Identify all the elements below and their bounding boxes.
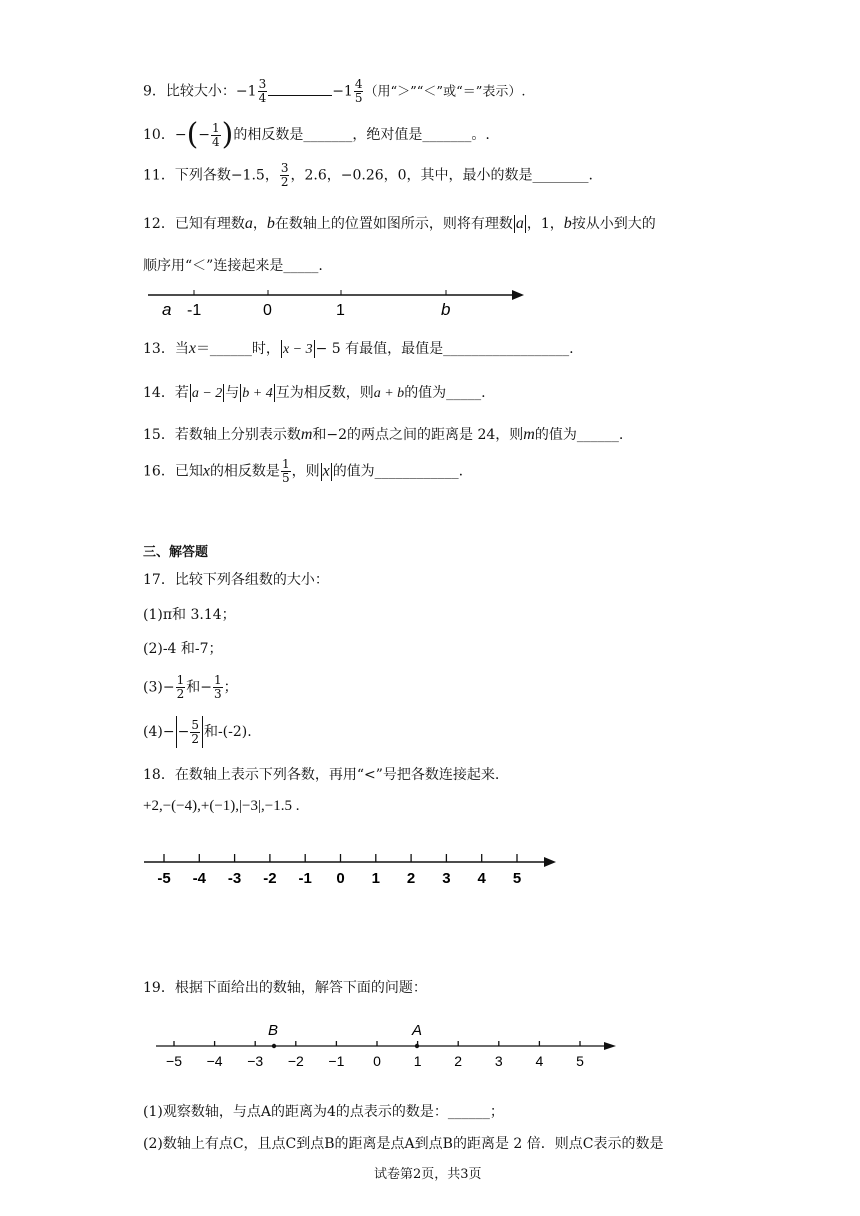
q19-label-b: B <box>268 1022 279 1039</box>
q18-tick-label: -4 <box>192 870 206 887</box>
q12-label-1: 1 <box>336 302 345 319</box>
q16-pre: 16．已知 <box>143 463 203 480</box>
q12-b2: b <box>563 215 572 232</box>
question-19-part1: (1)观察数轴，与点A的距离为4的点表示的数是：______； <box>143 1104 504 1120</box>
q15-text3: 的两点之间的距离是 24，则 <box>347 427 524 443</box>
q14-e1: a − 2 <box>191 386 223 401</box>
q17-p3-a-sign: − <box>162 679 175 696</box>
q18-tick-label: -2 <box>263 870 277 887</box>
question-19-title: 19．根据下面给出的数轴，解答下面的问题： <box>143 980 427 996</box>
q14-mid: 与 <box>225 385 240 401</box>
q9-frac-b <box>354 78 364 105</box>
q18-axis-arrow <box>544 857 556 867</box>
q19-label-a: A <box>412 1022 423 1039</box>
q17-p3-a-num: 1 <box>176 673 185 687</box>
q18-tick-label: 1 <box>371 870 380 887</box>
q13-abs-left <box>281 340 282 358</box>
q10-close-paren: ) <box>221 117 234 152</box>
q17-p3-b-den: 3 <box>213 687 222 701</box>
q17-p4-sign: − <box>162 724 175 740</box>
q15-neg2: −2 <box>326 427 348 443</box>
q15-m2: m <box>523 426 535 443</box>
q12-end: 按从小到大的 <box>571 216 656 232</box>
q18-ticks <box>157 854 521 887</box>
q19-number-line <box>150 1018 620 1070</box>
q16-x: x <box>202 462 210 480</box>
question-11 <box>143 162 593 189</box>
q12-pre: 12．已知有理数 <box>143 216 245 232</box>
q18-tick-label: 0 <box>336 870 345 887</box>
q16-mid: 的相反数是 <box>209 463 280 480</box>
q12-abs-right <box>525 215 526 233</box>
q18-tick-label: 4 <box>477 870 486 887</box>
q10-neg: − <box>174 127 187 143</box>
q19-tick-label: −3 <box>247 1053 264 1069</box>
q14-abs2-right <box>274 384 275 402</box>
q18-tick-label: -1 <box>298 870 312 887</box>
q17-p3-frac-a <box>176 674 186 701</box>
q9-a-int: −1 <box>235 83 257 100</box>
q9-b-int: −1 <box>332 83 353 100</box>
q11-frac <box>280 162 290 189</box>
q17-p3-b-sign: − <box>200 679 212 696</box>
question-17-part1: (1)π和 3.14； <box>143 607 236 623</box>
q19-tick-label: 4 <box>535 1053 544 1069</box>
q10-frac <box>211 122 221 149</box>
q18-tick-label: -5 <box>157 870 171 887</box>
question-17-part3 <box>143 674 238 701</box>
question-17-part4 <box>143 716 252 748</box>
q9-frac-a-den: 4 <box>258 91 267 105</box>
q10-num: 10． <box>143 127 175 143</box>
q12-a: a <box>244 215 253 232</box>
question-12-line1 <box>143 213 656 233</box>
question-17-title: 17．比较下列各组数的大小： <box>143 572 329 588</box>
q18-tick-label: 3 <box>442 870 451 887</box>
q19-tick-label: 3 <box>494 1053 503 1069</box>
q17-p3-frac-b <box>213 674 223 701</box>
q14-e2: b + 4 <box>242 386 273 401</box>
q9-frac-a-num: 3 <box>258 77 267 91</box>
q17-p3-and: 和 <box>186 679 201 696</box>
q15-text2: 和 <box>312 427 327 443</box>
q12-mid1: ， <box>252 216 267 232</box>
q9-text: 9．比较大小： <box>143 83 236 100</box>
q11-sep: ， <box>264 167 279 184</box>
q17-p4-inner: − <box>177 724 190 740</box>
q14-sum: a + b <box>373 386 405 401</box>
q13-eq: ＝______时， <box>195 341 280 357</box>
q15-m: m <box>300 426 313 443</box>
q13-expr: x − 3 <box>282 342 313 357</box>
q19-tick-label: −5 <box>166 1053 182 1069</box>
q9-frac-b-num: 4 <box>354 77 363 91</box>
q17-p4-num: 5 <box>191 717 199 732</box>
q19-tick-label: 0 <box>373 1053 381 1069</box>
q18-number-line <box>140 850 570 890</box>
question-18-title: 18．在数轴上表示下列各数，再用“<”号把各数连接起来. <box>143 767 500 783</box>
question-13 <box>143 338 574 358</box>
question-17-part2: (2)-4 和-7； <box>143 641 223 657</box>
q11-v1: −1.5 <box>230 167 265 184</box>
q10-frac-num: 1 <box>212 120 220 135</box>
q16-mid2: ，则 <box>291 463 320 480</box>
q11-rest: ，2.6，−0.26，0，其中，最小的数是________. <box>290 167 593 184</box>
section-heading: 三、解答题 <box>143 544 209 559</box>
q11-frac-den: 2 <box>280 175 289 189</box>
q12-label-0: 0 <box>263 302 272 319</box>
q17-p3-end: ； <box>223 679 238 696</box>
question-14 <box>143 382 486 402</box>
q19-point-b <box>272 1044 276 1048</box>
q10-inner-neg: − <box>198 127 211 143</box>
q10-tail: 的相反数是_______，绝对值是_______。. <box>233 127 490 143</box>
q14-tail1: 互为相反数，则 <box>275 385 374 401</box>
q15-text1: 15．若数轴上分别表示数 <box>143 427 301 443</box>
q18-tick-label: 2 <box>406 870 416 887</box>
q16-tail: 的值为____________. <box>332 463 464 480</box>
q12-number-line <box>140 282 540 322</box>
question-16 <box>143 458 463 485</box>
q17-p3-b-num: 1 <box>213 673 222 687</box>
question-18-numbers: +2,−(−4),+(−1),|−3|,−1.5 . <box>143 798 300 814</box>
q12-label-a: a <box>162 300 172 319</box>
q17-p4-abs-left <box>176 716 177 748</box>
q10-frac-den: 4 <box>212 134 220 149</box>
q13-pre: 13．当 <box>143 341 189 357</box>
q13-tail: − 5 有最值，最值是__________________. <box>315 341 574 357</box>
q16-frac-den: 5 <box>281 471 290 485</box>
q14-abs1-left <box>190 384 191 402</box>
q19-tick-label: −2 <box>287 1053 304 1069</box>
q9-tail: （用“＞”“＜”或“＝”表示）. <box>364 84 526 100</box>
q17-p3-a-den: 2 <box>176 687 185 701</box>
q16-frac <box>281 458 291 485</box>
q17-p4-tail: 和-(-2). <box>203 724 252 740</box>
q11-pre: 11．下列各数 <box>143 167 231 184</box>
page-footer: 试卷第2页，共3页 <box>374 1167 482 1182</box>
q12-b: b <box>266 215 275 232</box>
q17-p3-pre: (3) <box>143 679 163 696</box>
q13-abs-right <box>314 340 315 358</box>
question-10 <box>143 117 490 152</box>
q19-tick-label: 5 <box>576 1053 584 1069</box>
q10-open-paren: ( <box>186 117 199 152</box>
q9-frac-b-den: 5 <box>354 91 363 105</box>
q15-text4: 的值为______. <box>534 427 624 443</box>
question-19-part2: (2)数轴上有点C，且点C到点B的距离是点A到点B的距离是 2 倍．则点C表示的数是 <box>143 1136 664 1152</box>
question-15 <box>143 424 623 444</box>
q12-label-neg1: -1 <box>187 302 202 319</box>
q12-tail: ，1， <box>526 216 564 232</box>
q18-tick-label: 5 <box>512 870 522 887</box>
q19-tick-label: 1 <box>413 1053 422 1069</box>
q14-tail2: 的值为_____. <box>404 385 486 401</box>
question-12-line2: 顺序用“＜”连接起来是_____. <box>143 258 323 274</box>
q14-pre: 14．若 <box>143 385 189 401</box>
q12-mid2: 在数轴上的位置如图所示，则将有理数 <box>274 216 513 232</box>
q17-p4-den: 2 <box>191 731 199 746</box>
q9-frac-a <box>258 78 268 105</box>
q17-p4-abs-right <box>202 716 203 748</box>
q12-abs-a: a <box>515 215 524 232</box>
q13-x: x <box>188 340 196 357</box>
q9-blank[interactable] <box>268 82 332 96</box>
q16-abs-left <box>321 463 322 481</box>
q19-tick-label: −4 <box>206 1053 223 1069</box>
q18-tick-label: -3 <box>227 870 242 887</box>
q12-axis-arrow <box>512 290 524 300</box>
q11-frac-num: 3 <box>280 161 289 175</box>
q16-frac-num: 1 <box>281 457 290 471</box>
q19-ticks <box>166 1041 584 1069</box>
question-9 <box>143 78 526 105</box>
q19-point-a <box>415 1044 419 1048</box>
q12-label-b: b <box>441 300 451 319</box>
q16-abs-right <box>331 463 332 481</box>
q12-abs-left <box>514 215 515 233</box>
q19-tick-label: 2 <box>454 1053 463 1069</box>
q17-p4-frac <box>190 719 200 746</box>
q16-absx: x <box>322 462 330 480</box>
q19-axis-arrow <box>604 1042 616 1050</box>
q17-p4-pre: (4) <box>143 724 163 740</box>
q19-tick-label: −1 <box>328 1053 345 1069</box>
